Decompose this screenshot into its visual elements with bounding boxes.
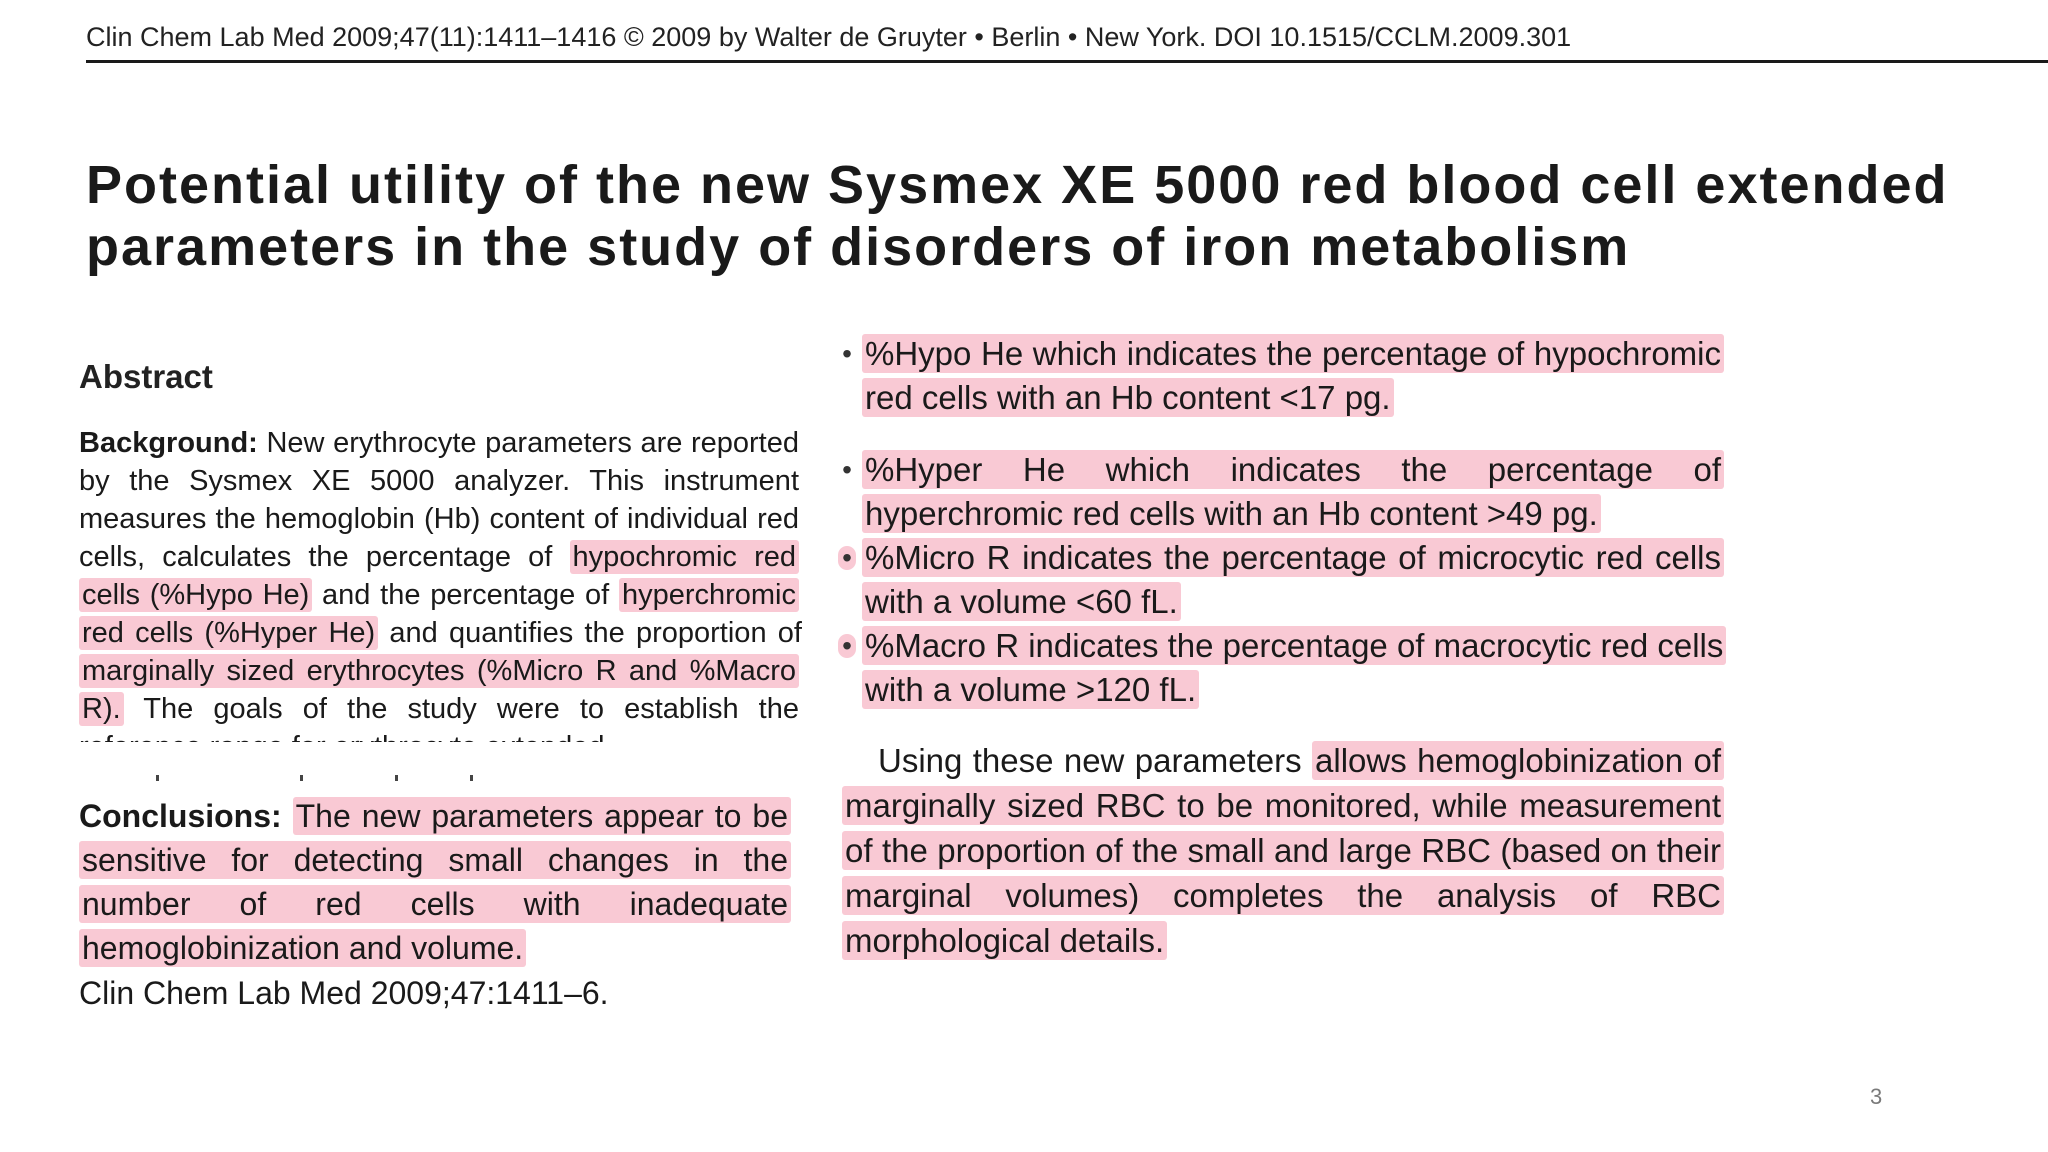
background-text-4: The goals of the study were to establish the — [143, 693, 799, 725]
bullet-micro-text: %Micro R indicates the percentage of microcytic red cells with a volume <60 fL. — [862, 538, 1724, 621]
page-number: 3 — [1870, 1084, 1883, 1109]
highlight-conclusions: The new parameters appear to be sensitive for detecting small changes in the number of red cells with inadequate hemoglobinization and volume. — [79, 797, 791, 967]
background-text-2: and the percentage of — [312, 579, 619, 611]
highlight-summary: allows hemoglobinization of marginally sized RBC to be monitored, while measurement of the proportion of the small and large RBC (based on their marginal volumes) completes the analysis of RBC morphological details. — [842, 741, 1724, 960]
bullet-dot-icon: • — [837, 536, 857, 580]
summary-plain-text: Using these new parameters — [878, 742, 1313, 779]
background-text-3: and quantifies the proportion of — [378, 617, 802, 649]
conclusions-label: Conclusions: — [79, 798, 282, 834]
highlight-marginal-sizes: marginally sized erythrocytes (%Micro R and %Macro R). — [79, 654, 799, 726]
bullet-dot-icon: • — [842, 338, 852, 369]
bullet-hyper-he — [842, 448, 1724, 536]
highlight-hyperchromic: hyperchromic red cells (%Hyper He) — [79, 578, 799, 650]
background-label: Background: — [79, 427, 258, 459]
abstract-background — [79, 424, 802, 746]
summary-paragraph — [842, 738, 1724, 963]
abstract-heading: Abstract — [79, 358, 213, 395]
bullet-macro-text: %Macro R indicates the percentage of macrocytic red cells with a volume >120 fL. — [862, 626, 1726, 709]
bullet-dot-icon: • — [842, 454, 852, 485]
bullet-dot-icon: • — [837, 624, 857, 668]
bullet-hyper-text: %Hyper He which indicates the percentage of hyperchromic red cells with an Hb content >49 pg. — [862, 450, 1724, 533]
highlight-hypochromic: hypochromic red cells (%Hypo He) — [79, 540, 799, 612]
cropped-text-remnant — [150, 775, 550, 783]
bullet-macro-r — [842, 624, 1724, 712]
abstract-conclusions — [79, 794, 791, 970]
header-rule — [86, 60, 2048, 63]
background-text-1: New erythrocyte parameters are reported by the Sysmex XE 5000 analyzer. This instrument measures the hemoglobin (Hb) content of individual red cells, calculates the percentage of — [79, 427, 799, 573]
bullet-hypo-text: %Hypo He which indicates the percentage of hypochromic red cells with an Hb content <17 pg. — [862, 334, 1724, 417]
bullet-hypo-he — [842, 332, 1724, 420]
paper-title: Potential utility of the new Sysmex XE 5000 red blood cell extended parameters in the study of disorders of iron metabolism — [86, 155, 1949, 277]
bullet-micro-r — [842, 536, 1724, 624]
journal-short-citation: Clin Chem Lab Med 2009;47:1411–6. — [79, 975, 609, 1011]
journal-citation-header: Clin Chem Lab Med 2009;47(11):1411–1416 © 2009 by Walter de Gruyter • Berlin • New York. DOI 10.1515/CCLM.2009.301 — [86, 22, 1572, 52]
